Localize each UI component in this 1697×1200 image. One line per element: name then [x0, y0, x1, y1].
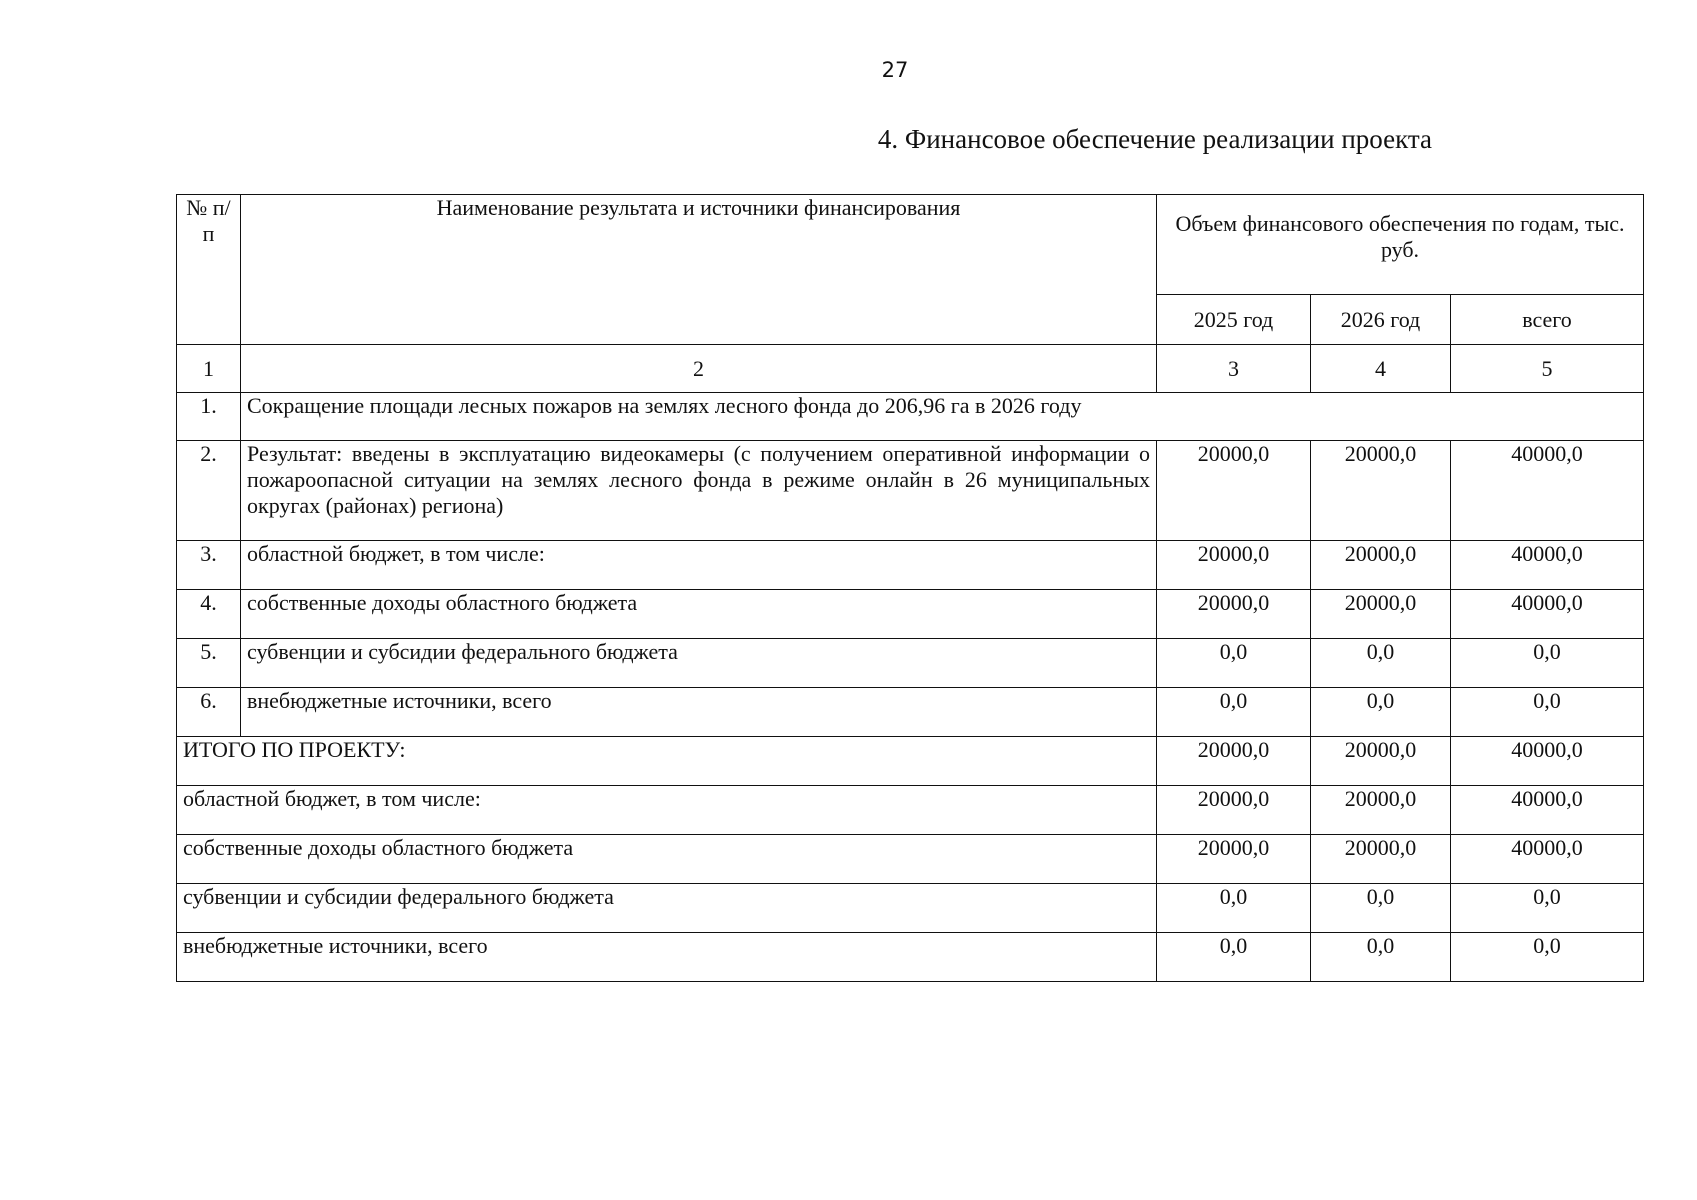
header-year-2026: 2026 год [1311, 295, 1451, 345]
header-year-2025: 2025 год [1157, 295, 1311, 345]
financing-table [176, 194, 1644, 982]
column-number: 5 [1451, 345, 1644, 393]
column-number: 3 [1157, 345, 1311, 393]
value-total: 0,0 [1451, 688, 1644, 737]
row-name: собственные доходы областного бюджета [241, 590, 1157, 639]
value-2026: 0,0 [1311, 884, 1451, 933]
table-row [177, 639, 1644, 688]
total-name: субвенции и субсидии федерального бюджета [177, 884, 1157, 933]
total-name: собственные доходы областного бюджета [177, 835, 1157, 884]
goal-row [177, 393, 1644, 441]
value-2025: 0,0 [1157, 884, 1311, 933]
total-row [177, 933, 1644, 982]
table-row [177, 688, 1644, 737]
value-2026: 20000,0 [1311, 737, 1451, 786]
header-name: Наименование результата и источники финансирования [241, 195, 1157, 345]
row-number: 3. [177, 541, 241, 590]
page-number: 27 [881, 58, 909, 82]
row-number: 2. [177, 441, 241, 541]
column-number: 2 [241, 345, 1157, 393]
value-2026: 20000,0 [1311, 590, 1451, 639]
header-row [177, 195, 1644, 295]
section-title: 4. Финансовое обеспечение реализации проекта [877, 124, 1432, 154]
table-row [177, 541, 1644, 590]
value-total: 40000,0 [1451, 835, 1644, 884]
value-2025: 0,0 [1157, 688, 1311, 737]
row-number: 6. [177, 688, 241, 737]
header-total: всего [1451, 295, 1644, 345]
value-2026: 0,0 [1311, 933, 1451, 982]
total-row [177, 835, 1644, 884]
total-name: внебюджетные источники, всего [177, 933, 1157, 982]
column-number: 1 [177, 345, 241, 393]
value-total: 40000,0 [1451, 737, 1644, 786]
value-2026: 20000,0 [1311, 441, 1451, 541]
value-2026: 20000,0 [1311, 541, 1451, 590]
row-name: Результат: введены в эксплуатацию видеокамеры (с получением оперативной информации о пожароопасной ситуации на землях лесного фонда в режиме онлайн в 26 муниципальных округах (районах) региона) [241, 441, 1157, 541]
goal-text: Сокращение площади лесных пожаров на землях лесного фонда до 206,96 га в 2026 году [241, 393, 1644, 441]
value-2026: 20000,0 [1311, 786, 1451, 835]
value-2025: 0,0 [1157, 933, 1311, 982]
value-2025: 20000,0 [1157, 835, 1311, 884]
total-row [177, 884, 1644, 933]
table-row [177, 590, 1644, 639]
row-number: 4. [177, 590, 241, 639]
header-num: № п/п [177, 195, 241, 345]
total-name: областной бюджет, в том числе: [177, 786, 1157, 835]
value-total: 0,0 [1451, 933, 1644, 982]
value-total: 0,0 [1451, 884, 1644, 933]
value-2025: 0,0 [1157, 639, 1311, 688]
row-number: 1. [177, 393, 241, 441]
value-total: 40000,0 [1451, 441, 1644, 541]
value-total: 40000,0 [1451, 590, 1644, 639]
value-2025: 20000,0 [1157, 441, 1311, 541]
total-row [177, 786, 1644, 835]
column-number: 4 [1311, 345, 1451, 393]
value-2025: 20000,0 [1157, 541, 1311, 590]
column-numbers-row [177, 345, 1644, 393]
value-2026: 0,0 [1311, 688, 1451, 737]
row-number: 5. [177, 639, 241, 688]
value-total: 40000,0 [1451, 786, 1644, 835]
row-name: внебюджетные источники, всего [241, 688, 1157, 737]
total-row [177, 737, 1644, 786]
value-2025: 20000,0 [1157, 590, 1311, 639]
total-name: ИТОГО ПО ПРОЕКТУ: [177, 737, 1157, 786]
row-name: субвенции и субсидии федерального бюджета [241, 639, 1157, 688]
row-name: областной бюджет, в том числе: [241, 541, 1157, 590]
value-2026: 0,0 [1311, 639, 1451, 688]
value-2025: 20000,0 [1157, 737, 1311, 786]
header-volume: Объем финансового обеспечения по годам, тыс. руб. [1157, 195, 1644, 295]
value-2025: 20000,0 [1157, 786, 1311, 835]
value-total: 40000,0 [1451, 541, 1644, 590]
value-total: 0,0 [1451, 639, 1644, 688]
value-2026: 20000,0 [1311, 835, 1451, 884]
table-row [177, 441, 1644, 541]
